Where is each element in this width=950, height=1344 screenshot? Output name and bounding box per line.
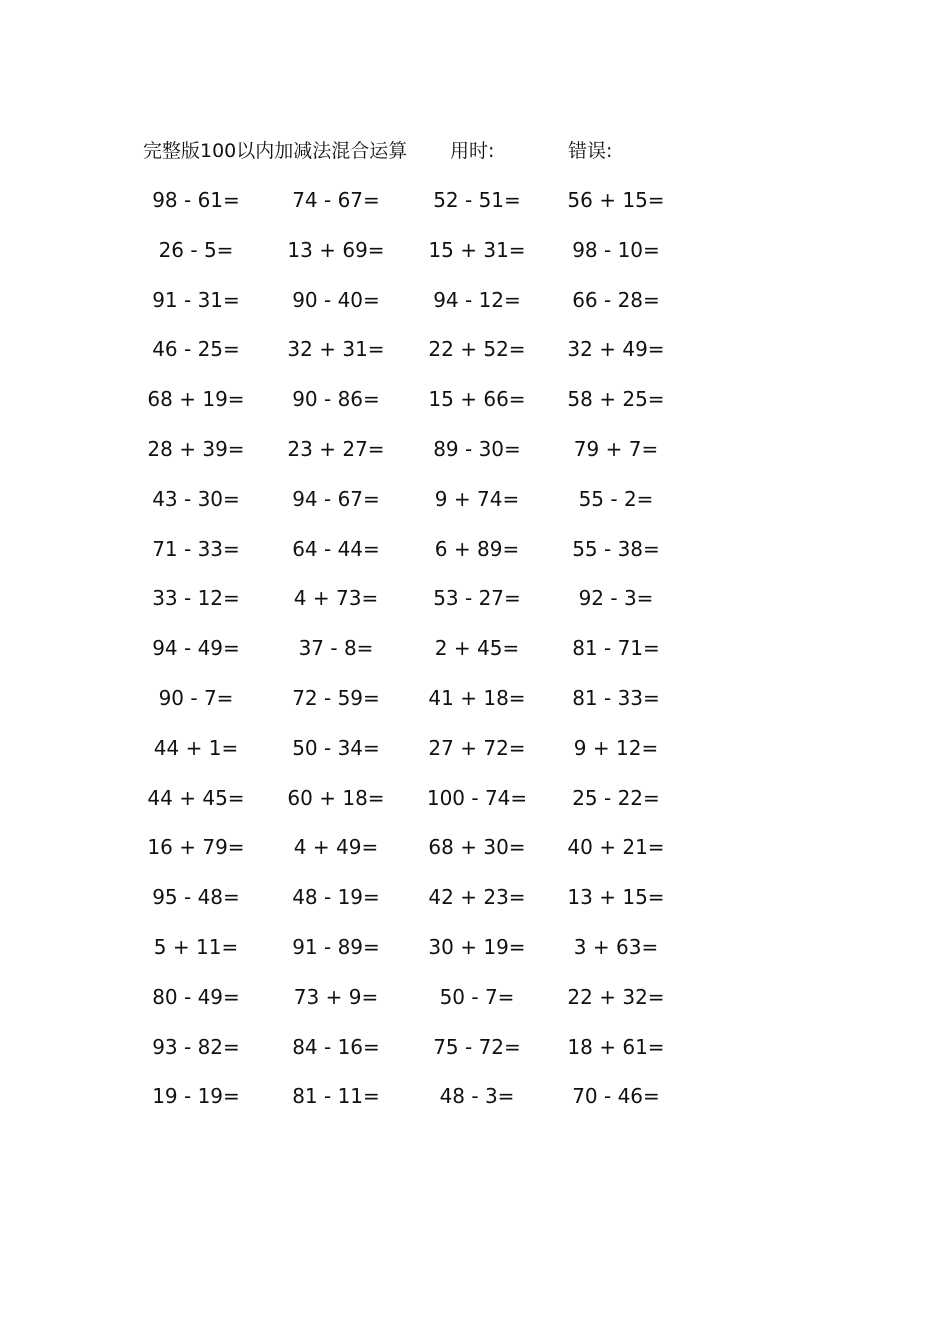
math-problem: 89 - 30=	[433, 436, 521, 461]
math-problem: 81 - 33=	[572, 685, 660, 710]
math-problem: 15 + 31=	[428, 237, 526, 262]
problem-row	[0, 333, 950, 383]
math-problem: 71 - 33=	[152, 536, 240, 561]
math-problem: 42 + 23=	[428, 885, 526, 910]
math-problem: 98 - 61=	[152, 188, 240, 212]
math-problem: 90 - 7=	[158, 685, 234, 710]
math-problem: 58 + 25=	[567, 387, 665, 412]
math-problem: 4 + 49=	[293, 835, 379, 860]
math-problem: 60 + 18=	[287, 785, 385, 810]
math-problem: 81 - 71=	[572, 636, 660, 661]
math-problem: 94 - 67=	[292, 486, 380, 511]
math-problem: 81 - 11=	[292, 1084, 380, 1109]
problem-row	[0, 732, 950, 782]
problem-grid	[0, 184, 950, 1130]
math-problem: 94 - 12=	[433, 287, 521, 312]
problem-row	[0, 881, 950, 931]
math-problem: 79 + 7=	[573, 436, 659, 461]
math-problem: 44 + 1=	[153, 735, 239, 760]
math-problem: 33 - 12=	[152, 586, 240, 611]
math-problem: 15 + 66=	[428, 387, 526, 412]
math-problem: 9 + 74=	[434, 486, 520, 511]
math-problem: 48 - 19=	[292, 885, 380, 910]
math-problem: 55 - 2=	[578, 486, 654, 511]
math-problem: 80 - 49=	[152, 984, 240, 1009]
problem-row	[0, 1031, 950, 1081]
math-problem: 68 + 19=	[147, 387, 245, 412]
math-problem: 46 - 25=	[152, 337, 240, 362]
math-problem: 30 + 19=	[428, 934, 526, 959]
math-problem: 44 + 45=	[147, 785, 245, 810]
problem-row	[0, 931, 950, 981]
problem-row	[0, 582, 950, 632]
math-problem: 3 + 63=	[573, 934, 659, 959]
math-problem: 84 - 16=	[292, 1034, 380, 1059]
worksheet-title: 完整版100以内加减法混合运算	[143, 140, 408, 162]
math-problem: 19 - 19=	[152, 1084, 240, 1109]
math-problem: 91 - 31=	[152, 287, 240, 312]
problem-row	[0, 682, 950, 732]
math-problem: 37 - 8=	[298, 636, 374, 661]
math-problem: 73 + 9=	[293, 984, 379, 1009]
math-problem: 18 + 61=	[567, 1034, 665, 1059]
math-problem: 90 - 86=	[292, 387, 380, 412]
math-problem: 72 - 59=	[292, 685, 380, 710]
math-problem: 26 - 5=	[158, 237, 234, 262]
math-problem: 40 + 21=	[567, 835, 665, 860]
math-problem: 2 + 45=	[434, 636, 520, 661]
problem-row	[0, 782, 950, 832]
math-problem: 23 + 27=	[287, 436, 385, 461]
math-problem: 25 - 22=	[572, 785, 660, 810]
math-problem: 4 + 73=	[293, 586, 379, 611]
math-problem: 9 + 12=	[573, 735, 659, 760]
math-problem: 92 - 3=	[578, 586, 654, 611]
problem-row	[0, 184, 950, 234]
math-problem: 32 + 49=	[567, 337, 665, 362]
math-problem: 74 - 67=	[292, 188, 380, 212]
problem-row	[0, 981, 950, 1031]
math-problem: 22 + 52=	[428, 337, 526, 362]
problem-row	[0, 483, 950, 533]
problem-row	[0, 284, 950, 334]
worksheet-header	[0, 136, 950, 166]
problem-row	[0, 831, 950, 881]
math-problem: 6 + 89=	[434, 536, 520, 561]
math-problem: 52 - 51=	[433, 188, 521, 212]
problem-row	[0, 533, 950, 583]
math-problem: 95 - 48=	[152, 885, 240, 910]
math-problem: 90 - 40=	[292, 287, 380, 312]
math-problem: 66 - 28=	[572, 287, 660, 312]
math-problem: 43 - 30=	[152, 486, 240, 511]
problem-row	[0, 234, 950, 284]
math-problem: 64 - 44=	[292, 536, 380, 561]
math-problem: 5 + 11=	[153, 934, 239, 959]
math-problem: 48 - 3=	[439, 1084, 515, 1109]
math-problem: 93 - 82=	[152, 1034, 240, 1059]
math-problem: 16 + 79=	[147, 835, 245, 860]
math-problem: 53 - 27=	[433, 586, 521, 611]
math-problem: 50 - 7=	[439, 984, 515, 1009]
math-problem: 13 + 15=	[567, 885, 665, 910]
math-problem: 41 + 18=	[428, 685, 526, 710]
math-problem: 32 + 31=	[287, 337, 385, 362]
time-label: 用时:	[450, 140, 495, 162]
math-problem: 75 - 72=	[433, 1034, 521, 1059]
problem-row	[0, 383, 950, 433]
math-problem: 27 + 72=	[428, 735, 526, 760]
math-problem: 13 + 69=	[287, 237, 385, 262]
math-problem: 56 + 15=	[567, 188, 665, 212]
error-label: 错误:	[568, 140, 613, 162]
math-problem: 55 - 38=	[572, 536, 660, 561]
problem-row	[0, 1080, 950, 1130]
math-problem: 91 - 89=	[292, 934, 380, 959]
math-problem: 28 + 39=	[147, 436, 245, 461]
math-problem: 98 - 10=	[572, 237, 660, 262]
math-problem: 50 - 34=	[292, 735, 380, 760]
math-problem: 22 + 32=	[567, 984, 665, 1009]
problem-row	[0, 433, 950, 483]
math-problem: 94 - 49=	[152, 636, 240, 661]
math-problem: 68 + 30=	[428, 835, 526, 860]
math-problem: 70 - 46=	[572, 1084, 660, 1109]
math-problem: 100 - 74=	[426, 785, 528, 810]
problem-row	[0, 632, 950, 682]
